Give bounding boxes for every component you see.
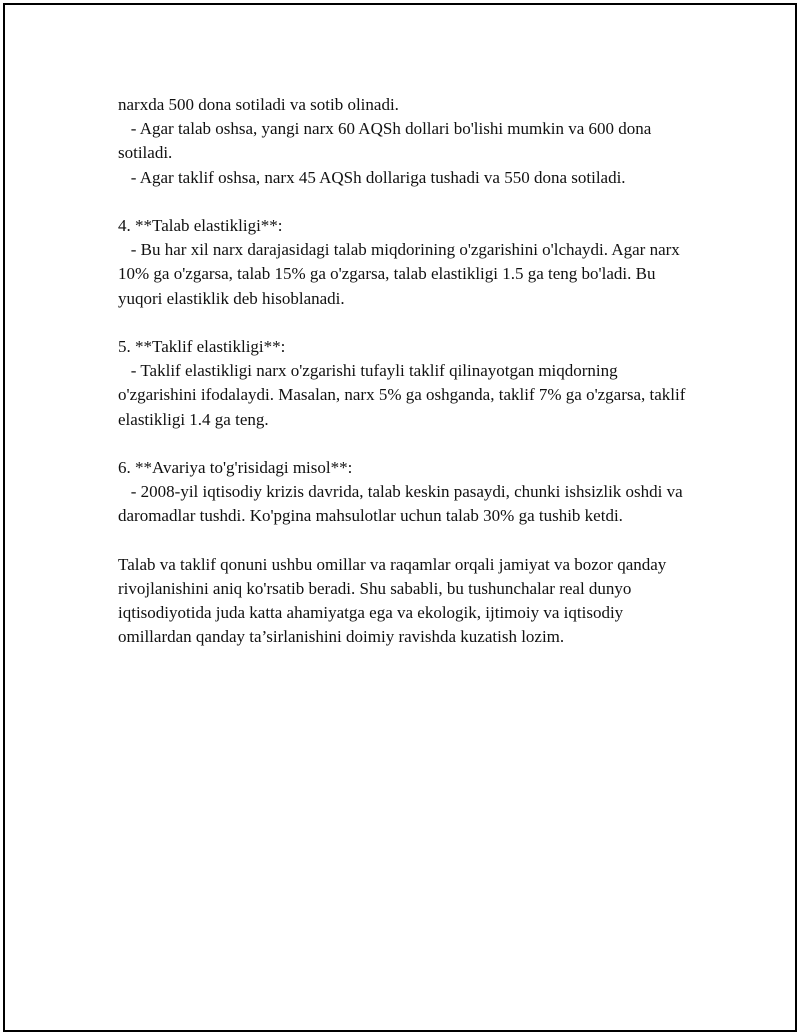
text-line: narxda 500 dona sotiladi va sotib olinadi.: [118, 95, 399, 114]
text-line: - 2008-yil iqtisodiy krizis davrida, talab keskin pasaydi, chunki ishsizlik oshdi va daromadlar tushdi. Ko'pgina mahsulotlar uchun talab 30% ga tushib ketdi.: [118, 482, 687, 526]
paragraph-gap: [118, 190, 698, 214]
text-line: - Bu har xil narx darajasidagi talab miqdorining o'zgarishini o'lchaydi. Agar narx 10% ga o'zgarsa, talab 15% ga o'zgarsa, talab elastikligi 1.5 ga teng bo'ladi. Bu yuqori elastiklik deb hisoblanadi.: [118, 240, 685, 308]
text-line: - Agar talab oshsa, yangi narx 60 AQSh dollari bo'lishi mumkin va 600 dona sotiladi.: [118, 119, 656, 163]
document-page: [3, 3, 797, 1032]
text-line: - Taklif elastikligi narx o'zgarishi tufayli taklif qilinayotgan miqdorning o'zgarishini ifodalaydi. Masalan, narx 5% ga oshganda, taklif 7% ga o'zgarsa, taklif elastikligi 1.4 ga teng.: [118, 361, 690, 429]
paragraph-gap: [118, 311, 698, 335]
section-heading: 6. **Avariya to'g'risidagi misol**:: [118, 458, 353, 477]
section-heading: 4. **Talab elastikligi**:: [118, 216, 283, 235]
paragraph-gap: [118, 432, 698, 456]
document-body: [118, 93, 698, 650]
conclusion-paragraph: Talab va taklif qonuni ushbu omillar va raqamlar orqali jamiyat va bozor qanday rivojlanishini aniq ko'rsatib beradi. Shu sababli, bu tushunchalar real dunyo iqtisodiyotida juda katta ahamiyatga ega va ekologik, ijtimoiy va iqtisodiy omillardan qanday ta’sirlanishini doimiy ravishda kuzatish lozim.: [118, 554, 671, 647]
paragraph-gap: [118, 529, 698, 553]
section-heading: 5. **Taklif elastikligi**:: [118, 337, 286, 356]
text-line: - Agar taklif oshsa, narx 45 AQSh dollariga tushadi va 550 dona sotiladi.: [118, 167, 626, 187]
